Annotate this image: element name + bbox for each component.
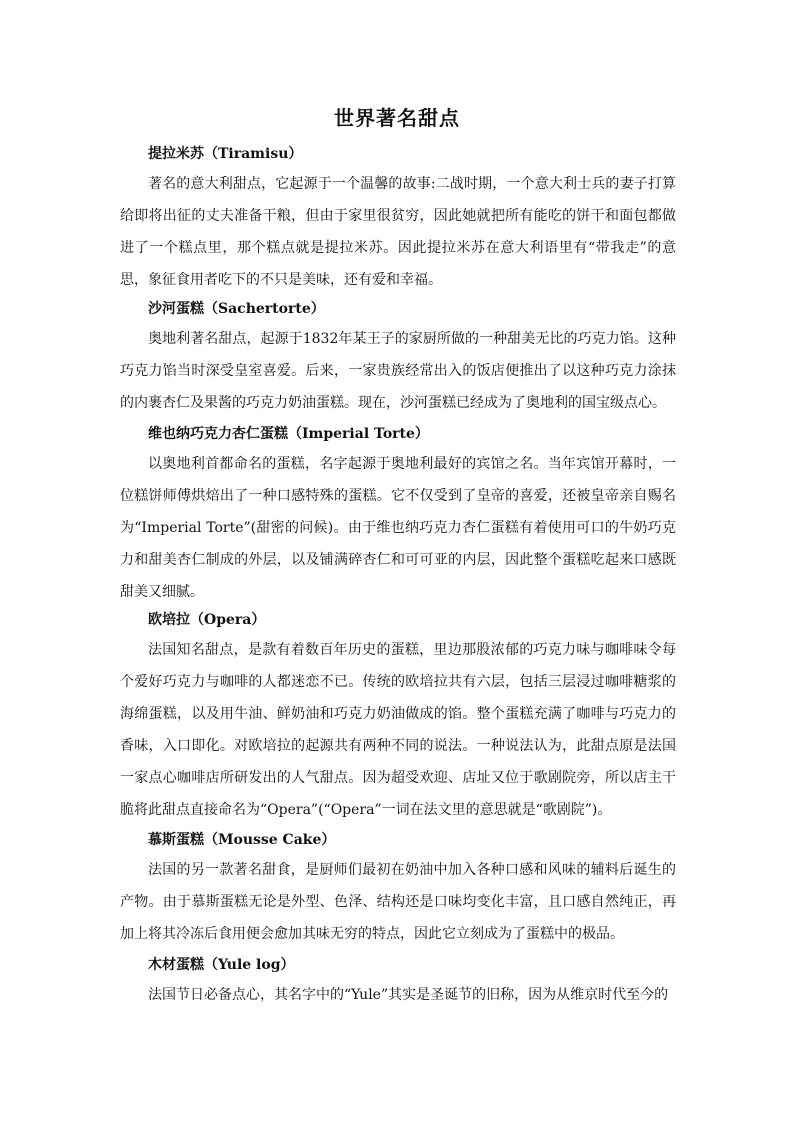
section-opera: [120, 606, 676, 634]
section-body: 著名的意大利甜点，它起源于一个温馨的故事:二战时期，一个意大利士兵的妻子打算给即将出征的丈夫准备干粮，但由于家里很贫穷，因此她就把所有能吃的饼干和面包都做进了一个糕点里，那个糕点就是提拉米苏。因此提拉米苏在意大利语里有“带我走”的意思，象征食用者吃下的不只是美味，还有爱和幸福。: [120, 176, 676, 288]
section-imperial-torte: [120, 420, 676, 448]
section-heading: 提拉米苏（Tiramisu）: [148, 146, 303, 162]
section-body-tiramisu: [120, 168, 676, 296]
section-tiramisu: [120, 140, 676, 168]
section-sachertorte: [120, 295, 676, 323]
section-body: 奥地利著名甜点，起源于1832年某王子的家厨所做的一种甜美无比的巧克力馅。这种巧克力馅当时深受皇室喜爱。后来，一家贵族经常出入的饭店便推出了以这种巧克力涂抹的内裹杏仁及果酱的巧克力奶油蛋糕。现在，沙河蛋糕已经成为了奥地利的国宝级点心。: [120, 331, 676, 411]
section-yule-log: [120, 951, 676, 979]
section-heading: 木材蛋糕（Yule log）: [148, 957, 295, 973]
section-heading: 沙河蛋糕（Sachertorte）: [148, 301, 325, 317]
section-heading: 维也纳巧克力杏仁蛋糕（Imperial Torte）: [148, 426, 429, 442]
section-body-imperial-torte: [120, 448, 676, 608]
section-body-mousse-cake: [120, 854, 676, 950]
section-body-sachertorte: [120, 323, 676, 419]
section-heading: 慕斯蛋糕（Mousse Cake）: [148, 832, 336, 848]
section-body: 法国知名甜点，是款有着数百年历史的蛋糕，里边那股浓郁的巧克力味与咖啡味令每个爱好巧克力与咖啡的人都迷恋不已。传统的欧培拉共有六层，包括三层浸过咖啡糖浆的海绵蛋糕，以及用牛油、鲜奶油和巧克力奶油做成的馅。整个蛋糕充满了咖啡与巧克力的香味，入口即化。对欧培拉的起源共有两种不同的说法。一种说法认为，此甜点原是法国一家点心咖啡店所研发出的人气甜点。因为超受欢迎、店址又位于歌剧院旁，所以店主干脆将此甜点直接命名为“Opera”(“Opera”一词在法文里的意思就是“歌剧院”)。: [120, 642, 676, 818]
page-title: 世界著名甜点: [334, 106, 460, 130]
section-body: 法国的另一款著名甜食，是厨师们最初在奶油中加入各种口感和风味的辅料后诞生的产物。由于慕斯蛋糕无论是外型、色泽、结构还是口味均变化丰富，且口感自然纯正，再加上将其冷冻后食用便会愈加其味无穷的特点，因此它立刻成为了蛋糕中的极品。: [120, 862, 676, 942]
section-body-yule-log: [120, 979, 676, 1011]
section-heading: 欧培拉（Opera）: [148, 612, 266, 628]
section-body: 以奥地利首都命名的蛋糕，名字起源于奥地利最好的宾馆之名。当年宾馆开幕时，一位糕饼师傅烘焙出了一种口感特殊的蛋糕。它不仅受到了皇帝的喜爱，还被皇帝亲自赐名为“Imperial Torte”(甜密的问候)。由于维也纳巧克力杏仁蛋糕有着使用可口的牛奶巧克力和甜美杏仁制成的外层，以及铺满碎杏仁和可可亚的内层，因此整个蛋糕吃起来口感既甜美又细腻。: [120, 456, 676, 600]
section-mousse-cake: [120, 826, 676, 854]
section-body-opera: [120, 634, 676, 826]
section-body: 法国节日必备点心，其名字中的“Yule”其实是圣诞节的旧称，因为从维京时代至今的: [148, 987, 669, 1003]
